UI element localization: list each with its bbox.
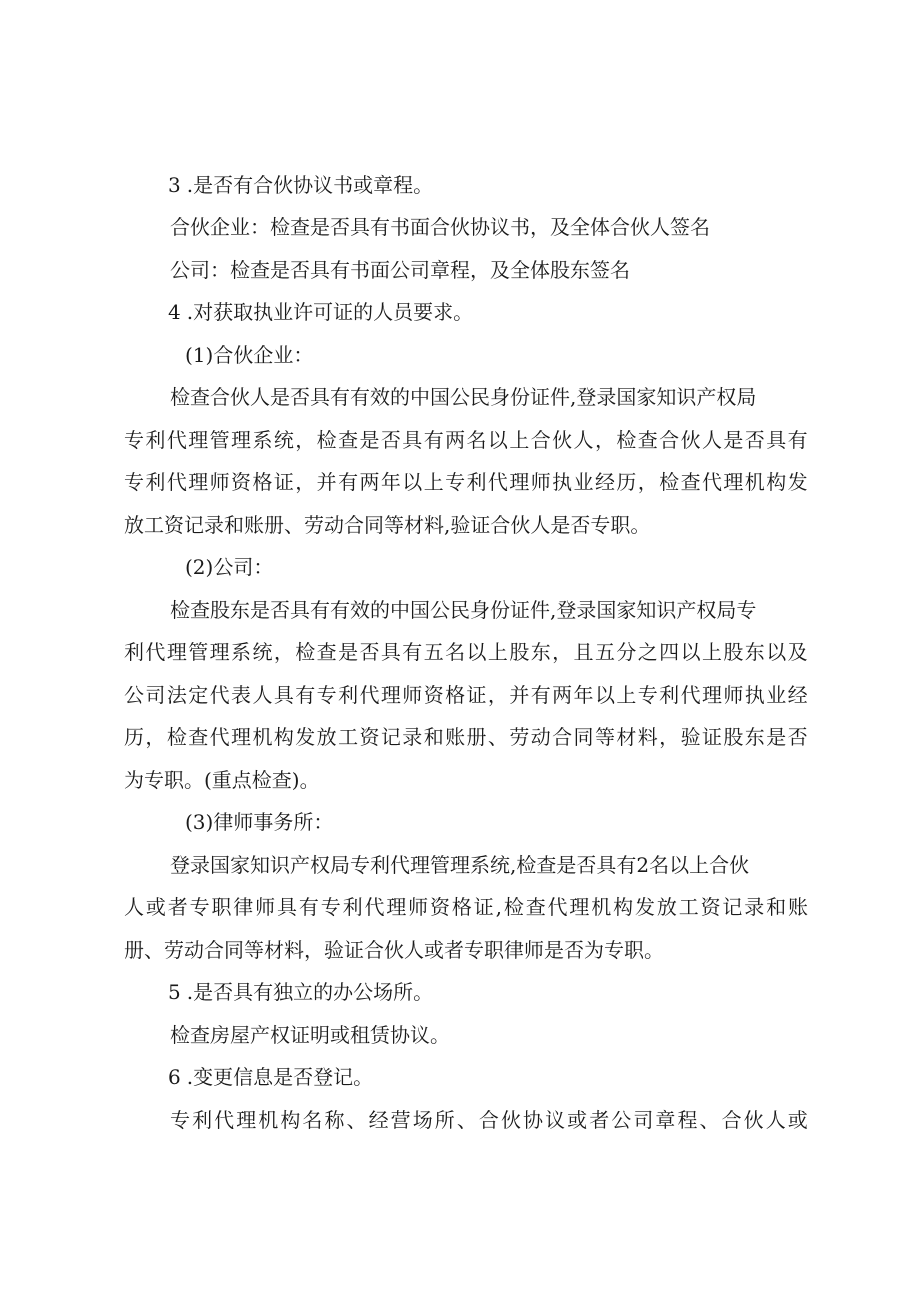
paragraph-line: 公 司 法 定 代 表 人 具 有 专 利 代 理 师 资 格 证 ， 并 有 两 年 以 上 专 利 代 理 师 执 业 经 (124, 683, 808, 707)
item-5-number: 5 (168, 980, 181, 1004)
item-6-text: .变更信息是否登记。 (186, 1065, 374, 1089)
paragraph-line: 人 或 者 专 职 律 师 具 有 专 利 代 理 师 资 格 证 , 检 查 代 理 机 构 发 放 工 资 记 录 和 账 (124, 895, 808, 919)
paragraph-line: 专 利 代 理 管 理 系 统 ， 检 查 是 否 具 有 两 名 以 上 合 伙 人 ， 检 查 合 伙 人 是 否 具 有 (124, 428, 808, 452)
sub-heading-company: (2)公司： (185, 555, 274, 579)
paragraph-line: 历 ， 检 查 代 理 机 构 发 放 工 资 记 录 和 账 册 、 劳 动 合 同 等 材 料 ， 验 证 股 东 是 否 (124, 725, 808, 749)
item-3-text: .是否有合伙协议书或章程。 (186, 173, 434, 197)
item-3-heading (168, 170, 433, 200)
paragraph-line: 专 利 代 理 师 资 格 证 ， 并 有 两 年 以 上 专 利 代 理 师 执 业 经 历 ， 检 查 代 理 机 构 发 (124, 470, 808, 494)
office-check-text: 检查房屋产权证明或租赁协议。 (170, 1023, 450, 1047)
paragraph-line: 登录国家知识产权局专利代理管理系统,检查是否具有2名以上合伙 (170, 853, 750, 877)
company-charter-check: 公司：检查是否具有书面公司章程，及全体股东签名 (170, 258, 630, 282)
sub-heading-partnership: (1)合伙企业： (185, 343, 314, 367)
paragraph-line: 检查合伙人是否具有有效的中国公民身份证件,登录国家知识产权局 (170, 385, 757, 409)
partnership-agreement-check: 合伙企业：检查是否具有书面合伙协议书，及全体合伙人签名 (170, 215, 710, 239)
paragraph-line: 册、劳动合同等材料，验证合伙人或者专职律师是否为专职。 (124, 938, 664, 962)
item-6-number: 6 (168, 1065, 181, 1089)
item-5-text: .是否具有独立的办公场所。 (186, 980, 434, 1004)
item-6-heading (168, 1062, 373, 1092)
paragraph-line: 专 利 代 理 机 构 名 称 、 经 营 场 所 、 合 伙 协 议 或 者 公 司 章 程 、 合 伙 人 或 (170, 1108, 808, 1132)
sub-heading-law-firm: (3)律师事务所： (185, 810, 334, 834)
item-4-heading (168, 297, 473, 327)
paragraph-line: 检查股东是否具有有效的中国公民身份证件,登录国家知识产权局专 (170, 598, 757, 622)
paragraph-line: 为专职。(重点检查)。 (124, 768, 320, 792)
item-3-number: 3 (168, 173, 181, 197)
item-5-heading (168, 977, 433, 1007)
paragraph-line: 利 代 理 管 理 系 统 ， 检 查 是 否 具 有 五 名 以 上 股 东 ， 且 五 分 之 四 以 上 股 东 以 及 (124, 640, 808, 664)
item-4-text: .对获取执业许可证的人员要求。 (186, 300, 474, 324)
paragraph-line: 放工资记录和账册、劳动合同等材料,验证合伙人是否专职。 (124, 513, 651, 537)
item-4-number: 4 (168, 300, 181, 324)
